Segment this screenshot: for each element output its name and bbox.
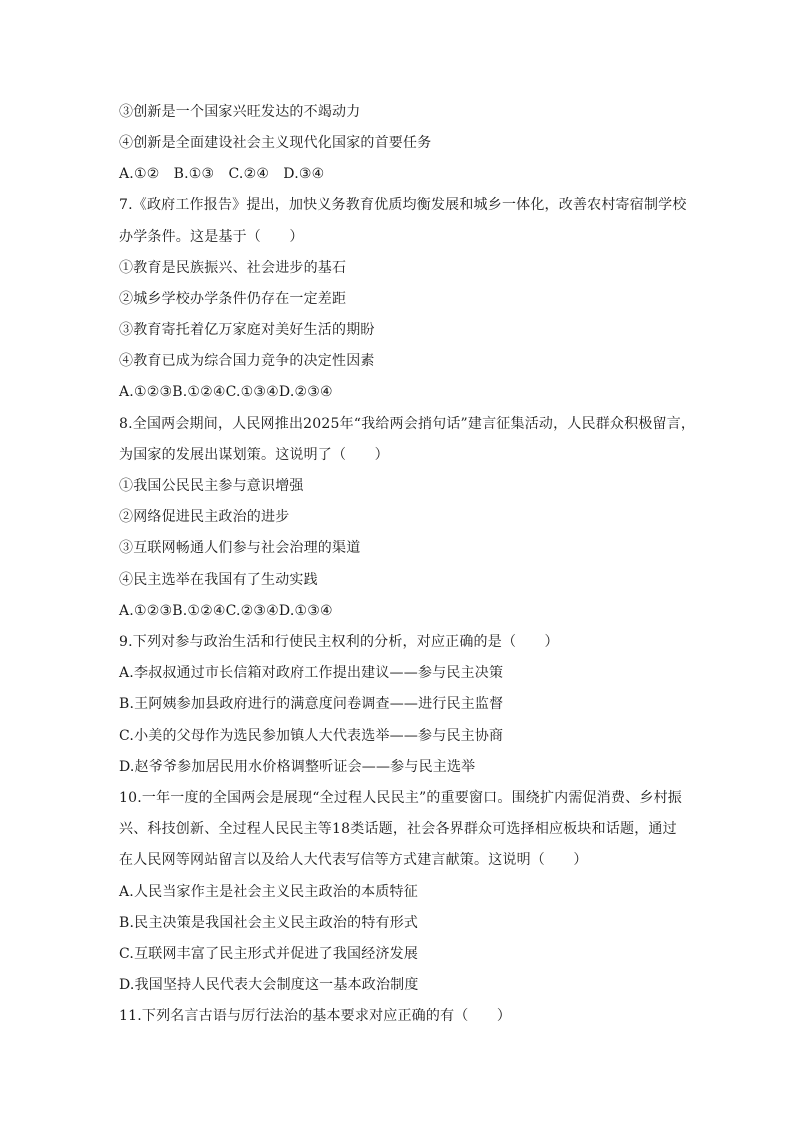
- choice-c: C.互联网丰富了民主形式并促进了我国经济发展: [119, 946, 419, 962]
- question-9-stem: 9.下列对参与政治生活和行使民主权利的分析，对应正确的是（ ）: [119, 634, 559, 650]
- option-statement-2: ②城乡学校办学条件仍存在一定差距: [119, 291, 347, 307]
- choice-a: A.李叔叔通过市长信箱对政府工作提出建议——参与民主决策: [119, 665, 504, 681]
- choice-a: A.人民当家作主是社会主义民主政治的本质特征: [119, 884, 418, 900]
- option-statement-3: ③创新是一个国家兴旺发达的不竭动力: [119, 104, 361, 120]
- question-8-stem-cont: 为国家的发展出谋划策。这说明了（ ）: [119, 447, 389, 463]
- option-statement-3: ③互联网畅通人们参与社会治理的渠道: [119, 540, 361, 556]
- question-11-stem: 11.下列名言古语与厉行法治的基本要求对应正确的有（ ）: [119, 1008, 512, 1024]
- question-10-stem-cont: 兴、科技创新、全过程人民民主等18类话题，社会各界群众可选择相应板块和话题，通过: [119, 821, 677, 837]
- option-statement-1: ①教育是民族振兴、社会进步的基石: [119, 260, 347, 276]
- choice-b: B.王阿姨参加县政府进行的满意度问卷调查——进行民主监督: [119, 696, 504, 712]
- question-10-stem: 10.一年一度的全国两会是展现“全过程人民民主”的重要窗口。围绕扩内需促消费、乡村振: [119, 790, 682, 806]
- answer-choices: A.①②③B.①②④C.①③④D.②③④: [119, 384, 333, 400]
- choice-b: B.民主决策是我国社会主义民主政治的特有形式: [119, 915, 419, 931]
- question-7-stem-cont: 办学条件。这是基于（ ）: [119, 229, 304, 245]
- option-statement-4: ④民主选举在我国有了生动实践: [119, 572, 318, 588]
- answer-choices: A.①② B.①③ C.②④ D.③④: [119, 166, 325, 182]
- option-statement-2: ②网络促进民主政治的进步: [119, 509, 290, 525]
- question-10-stem-cont: 在人民网等网站留言以及给人大代表写信等方式建言献策。这说明（ ）: [119, 852, 588, 868]
- option-statement-1: ①我国公民民主参与意识增强: [119, 478, 304, 494]
- choice-c: C.小美的父母作为选民参加镇人大代表选举——参与民主协商: [119, 728, 504, 744]
- choice-d: D.我国坚持人民代表大会制度这一基本政治制度: [119, 977, 419, 993]
- option-statement-4: ④创新是全面建设社会主义现代化国家的首要任务: [119, 135, 432, 151]
- choice-d: D.赵爷爷参加居民用水价格调整听证会——参与民主选举: [119, 759, 476, 775]
- question-7-stem: 7.《政府工作报告》提出，加快义务教育优质均衡发展和城乡一体化，改善农村寄宿制学校: [119, 197, 687, 213]
- question-8-stem: 8.全国两会期间，人民网推出2025年“我给两会捎句话”建言征集活动，人民群众积极留言，: [119, 416, 696, 432]
- option-statement-3: ③教育寄托着亿万家庭对美好生活的期盼: [119, 322, 375, 338]
- option-statement-4: ④教育已成为综合国力竞争的决定性因素: [119, 353, 375, 369]
- answer-choices: A.①②③B.①②④C.②③④D.①③④: [119, 603, 333, 619]
